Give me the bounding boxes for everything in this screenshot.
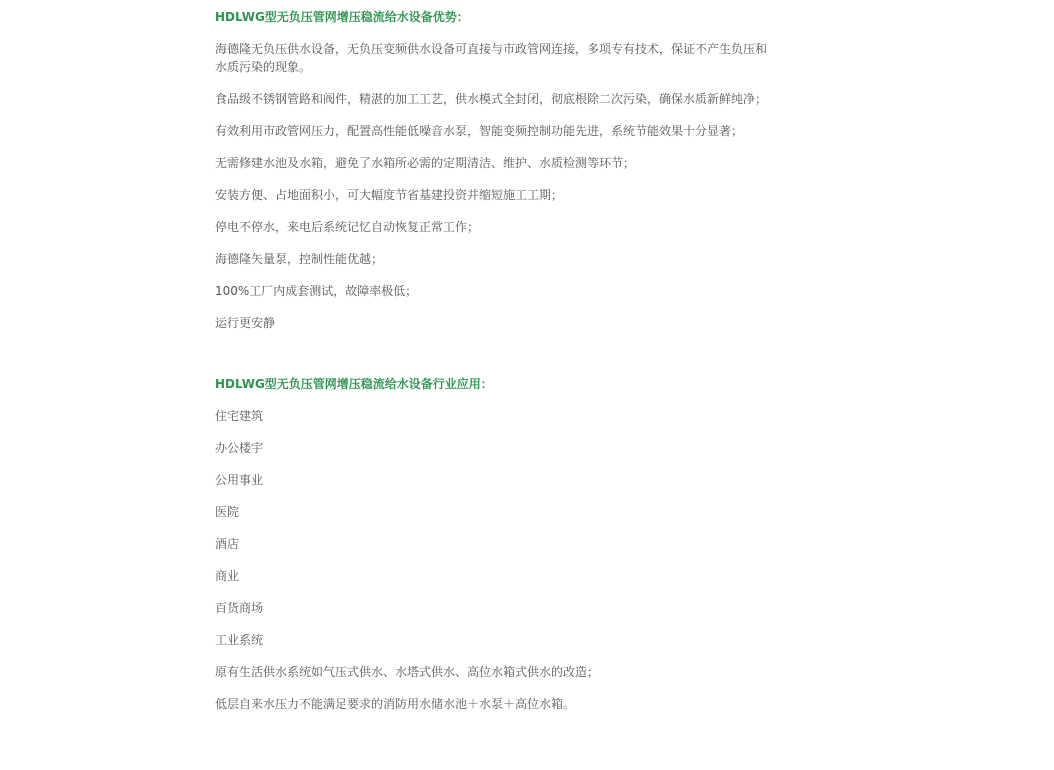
application-item: 公用事业 (215, 473, 264, 487)
advantage-item: 运行更安静 (215, 316, 276, 330)
application-item: 工业系统 (215, 633, 264, 647)
application-item: 酒店 (215, 537, 240, 551)
applications-list (215, 407, 599, 713)
advantage-item: 无需修建水池及水箱，避免了水箱所必需的定期清洁、维护、水质检测等环节； (215, 156, 636, 170)
application-item: 商业 (215, 569, 240, 583)
advantages-heading: HDLWG型无负压管网增压稳流给水设备优势： (215, 10, 469, 24)
advantage-item: 海德隆矢量泵，控制性能优越； (215, 252, 384, 266)
application-item: 原有生活供水系统如气压式供水、水塔式供水、高位水箱式供水的改造； (215, 665, 600, 679)
application-item: 住宅建筑 (215, 409, 264, 423)
advantage-item: 100%工厂内成套测试，故障率极低； (215, 284, 418, 298)
application-item: 医院 (215, 505, 240, 519)
application-item: 办公楼宇 (215, 441, 264, 455)
advantage-item: 安装方便、占地面积小，可大幅度节省基建投资并缩短施工工期； (215, 188, 564, 202)
advantage-item: 海德隆无负压供水设备，无负压变频供水设备可直接与市政管网连接，多项专有技术，保证不产生负压和水质污染的现象。 (215, 42, 768, 74)
application-item: 百货商场 (215, 601, 264, 615)
advantage-item: 停电不停水，来电后系统记忆自动恢复正常工作； (215, 220, 480, 234)
application-item: 低层自来水压力不能满足要求的消防用水储水池＋水泵＋高位水箱。 (215, 697, 576, 711)
advantage-item: 有效利用市政管网压力，配置高性能低噪音水泵，智能变频控制功能先进，系统节能效果十分显著； (215, 124, 744, 138)
advantage-item: 食品级不锈钢管路和阀件，精湛的加工工艺，供水模式全封闭，彻底根除二次污染，确保水质新鲜纯净； (215, 92, 768, 106)
applications-heading: HDLWG型无负压管网增压稳流给水设备行业应用： (215, 377, 493, 391)
advantages-list (215, 40, 775, 332)
